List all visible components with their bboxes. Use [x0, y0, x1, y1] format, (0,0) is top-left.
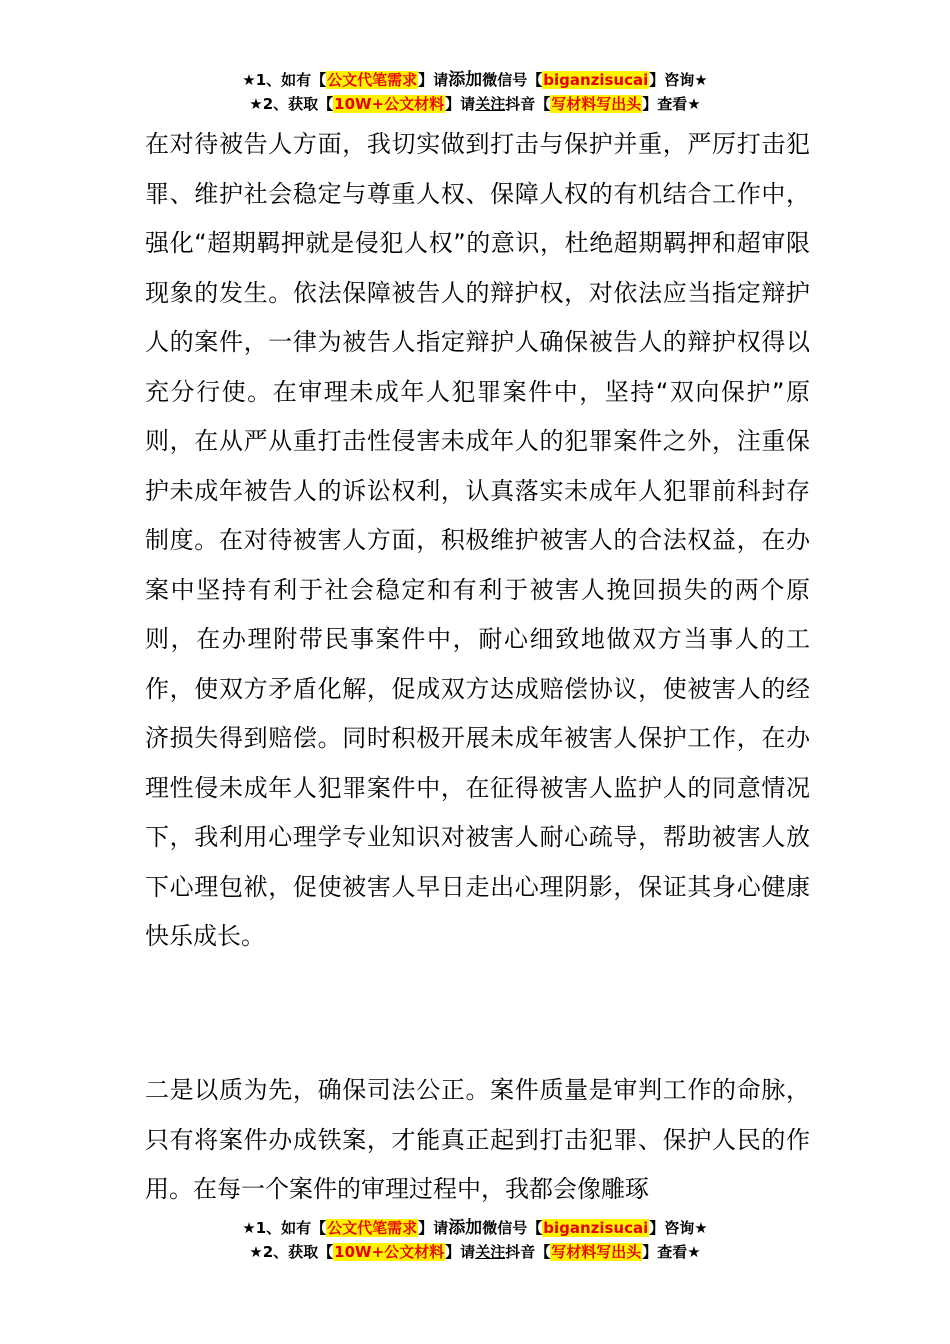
- promo-line-2: [0, 1240, 950, 1264]
- douyin-account: 写材料写出头: [551, 1243, 642, 1261]
- promo-highlight: 公文代笔需求: [327, 71, 418, 89]
- star-icon: ★: [242, 71, 256, 89]
- promo-text: 微信号【: [482, 71, 543, 89]
- promo-text: 抖音【: [505, 95, 551, 113]
- star-icon: ★: [249, 1243, 263, 1261]
- promo-highlight: 10W+公文材料: [334, 1243, 445, 1261]
- promo-emphasis: 添加: [448, 70, 483, 90]
- wechat-id: biganzisucai: [543, 71, 649, 89]
- promo-text: 微信号【: [482, 1219, 543, 1237]
- promo-text: 2、获取【: [262, 95, 334, 113]
- promo-text: 】咨询: [649, 71, 695, 89]
- promo-text: 1、如有【: [255, 71, 327, 89]
- promo-emphasis: 关注: [475, 95, 506, 113]
- promo-text: 1、如有【: [255, 1219, 327, 1237]
- promo-emphasis: 关注: [475, 1243, 506, 1261]
- star-icon: ★: [694, 1219, 708, 1237]
- star-icon: ★: [687, 1243, 701, 1261]
- promo-highlight: 10W+公文材料: [334, 95, 445, 113]
- star-icon: ★: [242, 1219, 256, 1237]
- promo-text: 】请: [445, 95, 476, 113]
- star-icon: ★: [694, 71, 708, 89]
- promo-line-1: [0, 68, 950, 92]
- promo-text: 】请: [418, 1219, 449, 1237]
- douyin-account: 写材料写出头: [551, 95, 642, 113]
- star-icon: ★: [687, 95, 701, 113]
- promo-emphasis: 添加: [448, 1218, 483, 1238]
- promo-text: 】请: [445, 1243, 476, 1261]
- promo-text: 】查看: [642, 1243, 688, 1261]
- header-promo: [0, 68, 950, 116]
- footer-promo: [0, 1216, 950, 1264]
- promo-text: 2、获取【: [262, 1243, 334, 1261]
- promo-line-2: [0, 92, 950, 116]
- promo-highlight: 公文代笔需求: [327, 1219, 418, 1237]
- promo-line-1: [0, 1216, 950, 1240]
- star-icon: ★: [249, 95, 263, 113]
- body-paragraph-1: 在对待被告人方面，我切实做到打击与保护并重，严厉打击犯罪、维护社会稳定与尊重人权、保障人权的有机结合工作中，强化“超期羁押就是侵犯人权”的意识，杜绝超期羁押和超审限现象的发生。依法保障被告人的辩护权，对依法应当指定辩护人的案件，一律为被告人指定辩护人确保被告人的辩护权得以充分行使。在审理未成年人犯罪案件中，坚持“双向保护”原则，在从严从重打击性侵害未成年人的犯罪案件之外，注重保护未成年被告人的诉讼权利，认真落实未成年人犯罪前科封存制度。在对待被害人方面，积极维护被害人的合法权益，在办案中坚持有利于社会稳定和有利于被害人挽回损失的两个原则，在办理附带民事案件中，耐心细致地做双方当事人的工作，使双方矛盾化解，促成双方达成赔偿协议，使被害人的经济损失得到赔偿。同时积极开展未成年被害人保护工作，在办理性侵未成年人犯罪案件中，在征得被害人监护人的同意情况下，我利用心理学专业知识对被害人耐心疏导，帮助被害人放下心理包袱，促使被害人早日走出心理阴影，保证其身心健康快乐成长。: [145, 130, 810, 950]
- promo-text: 抖音【: [505, 1243, 551, 1261]
- promo-text: 】请: [418, 71, 449, 89]
- wechat-id: biganzisucai: [543, 1219, 649, 1237]
- promo-text: 】查看: [642, 95, 688, 113]
- body-paragraph-2: 二是以质为先，确保司法公正。案件质量是审判工作的命脉，只有将案件办成铁案，才能真正起到打击犯罪、保护人民的作用。在每一个案件的审理过程中，我都会像雕琢: [145, 1076, 810, 1203]
- promo-text: 】咨询: [649, 1219, 695, 1237]
